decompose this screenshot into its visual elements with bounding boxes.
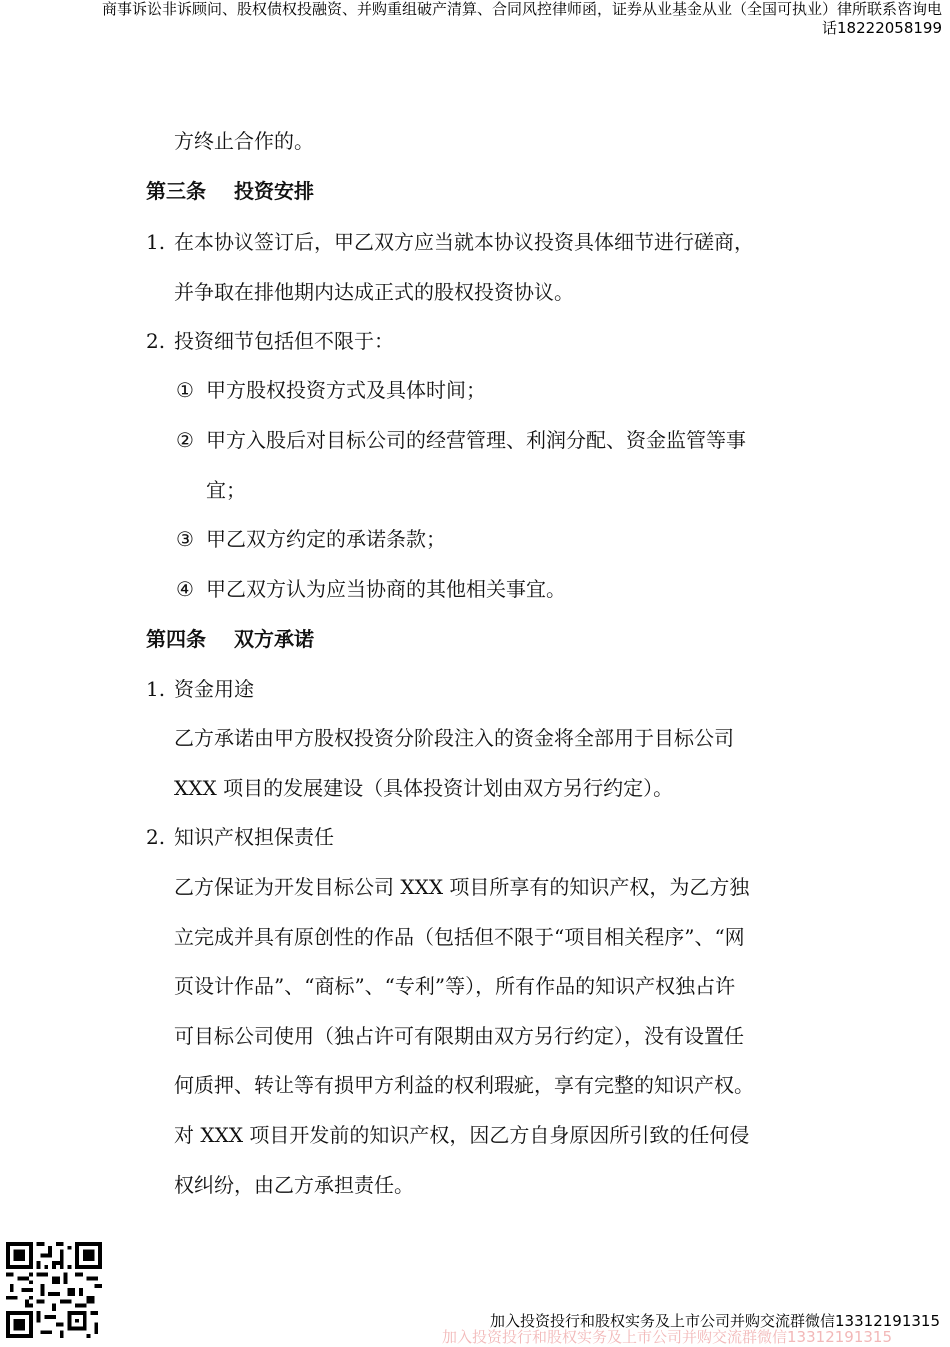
clause-4-1-line-2: XXX 项目的发展建设（具体投资计划由双方另行约定）。 xyxy=(174,776,674,800)
clause-4-2-title: 知识产权担保责任 xyxy=(174,825,334,849)
clause-3-1 xyxy=(146,229,754,255)
clause-3-1-line-2: 并争取在排他期内达成正式的股权投资协议。 xyxy=(174,280,574,304)
sub-item-1 xyxy=(176,377,486,403)
clause-4-2-line-4: 可目标公司使用（独占许可有限期由双方另行约定），没有设置任 xyxy=(174,1024,744,1048)
qr-code-icon xyxy=(6,1242,102,1338)
footer-watermark-line: 加入投资投行和股权实务及上市公司并购交流群微信13312191315 xyxy=(442,1328,892,1346)
article-3-number: 第三条 xyxy=(146,179,206,203)
header-line-1: 商事诉讼非诉顾问、股权债权投融资、并购重组破产清算、合同风控律师函，证券从业基金从业（全国可执业）律所联系咨询电 xyxy=(101,0,942,18)
article-4-number: 第四条 xyxy=(146,627,206,651)
footer-contact-line: 加入投资投行和股权实务及上市公司并购交流群微信13312191315 xyxy=(490,1312,940,1330)
clause-3-2-text: 投资细节包括但不限于： xyxy=(174,329,394,353)
clause-4-2-number: 2. xyxy=(146,825,166,849)
sub-item-1-text: 甲方股权投资方式及具体时间； xyxy=(206,378,486,402)
sub-item-1-marker: ① xyxy=(176,378,194,402)
clause-4-1-number: 1. xyxy=(146,677,166,701)
sub-item-3-marker: ③ xyxy=(176,527,194,551)
sub-item-2-text: 甲方入股后对目标公司的经营管理、利润分配、资金监管等事 xyxy=(206,428,746,452)
clause-4-2-line-6: 对 XXX 项目开发前的知识产权，因乙方自身原因所引致的任何侵 xyxy=(174,1123,750,1147)
sub-item-4-text: 甲乙双方认为应当协商的其他相关事宜。 xyxy=(206,577,566,601)
sub-item-2-marker: ② xyxy=(176,428,194,452)
article-4-heading xyxy=(146,626,314,652)
clause-4-1 xyxy=(146,676,254,702)
sub-item-2 xyxy=(176,427,746,453)
clause-4-2-line-5: 何质押、转让等有损甲方利益的权利瑕疵，享有完整的知识产权。 xyxy=(174,1073,754,1097)
clause-4-2-line-7: 权纠纷，由乙方承担责任。 xyxy=(174,1173,414,1197)
sub-item-3 xyxy=(176,526,446,552)
clause-3-1-number: 1. xyxy=(146,230,166,254)
page-header xyxy=(2,0,942,38)
clause-4-1-title: 资金用途 xyxy=(174,677,254,701)
sub-item-2-line-2: 宜； xyxy=(206,478,246,502)
clause-4-1-line-1: 乙方承诺由甲方股权投资分阶段注入的资金将全部用于目标公司 xyxy=(174,726,734,750)
clause-4-2-line-1: 乙方保证为开发目标公司 XXX 项目所享有的知识产权，为乙方独 xyxy=(174,875,750,899)
clause-4-2-line-2: 立完成并具有原创性的作品（包括但不限于“项目相关程序”、“网 xyxy=(174,925,745,949)
sub-item-4 xyxy=(176,576,566,602)
clause-4-2-line-3: 页设计作品”、“商标”、“专利”等），所有作品的知识产权独占许 xyxy=(174,974,736,998)
article-3-heading xyxy=(146,178,314,204)
header-line-2: 话18222058199 xyxy=(822,19,942,37)
article-3-title: 投资安排 xyxy=(234,179,314,203)
clause-3-2-number: 2. xyxy=(146,329,166,353)
paragraph-continuation: 方终止合作的。 xyxy=(174,129,314,153)
clause-4-2 xyxy=(146,824,334,850)
article-4-title: 双方承诺 xyxy=(234,627,314,651)
clause-3-2 xyxy=(146,328,394,354)
clause-3-1-text: 在本协议签订后，甲乙双方应当就本协议投资具体细节进行磋商， xyxy=(174,230,754,254)
sub-item-4-marker: ④ xyxy=(176,577,194,601)
sub-item-3-text: 甲乙双方约定的承诺条款； xyxy=(206,527,446,551)
